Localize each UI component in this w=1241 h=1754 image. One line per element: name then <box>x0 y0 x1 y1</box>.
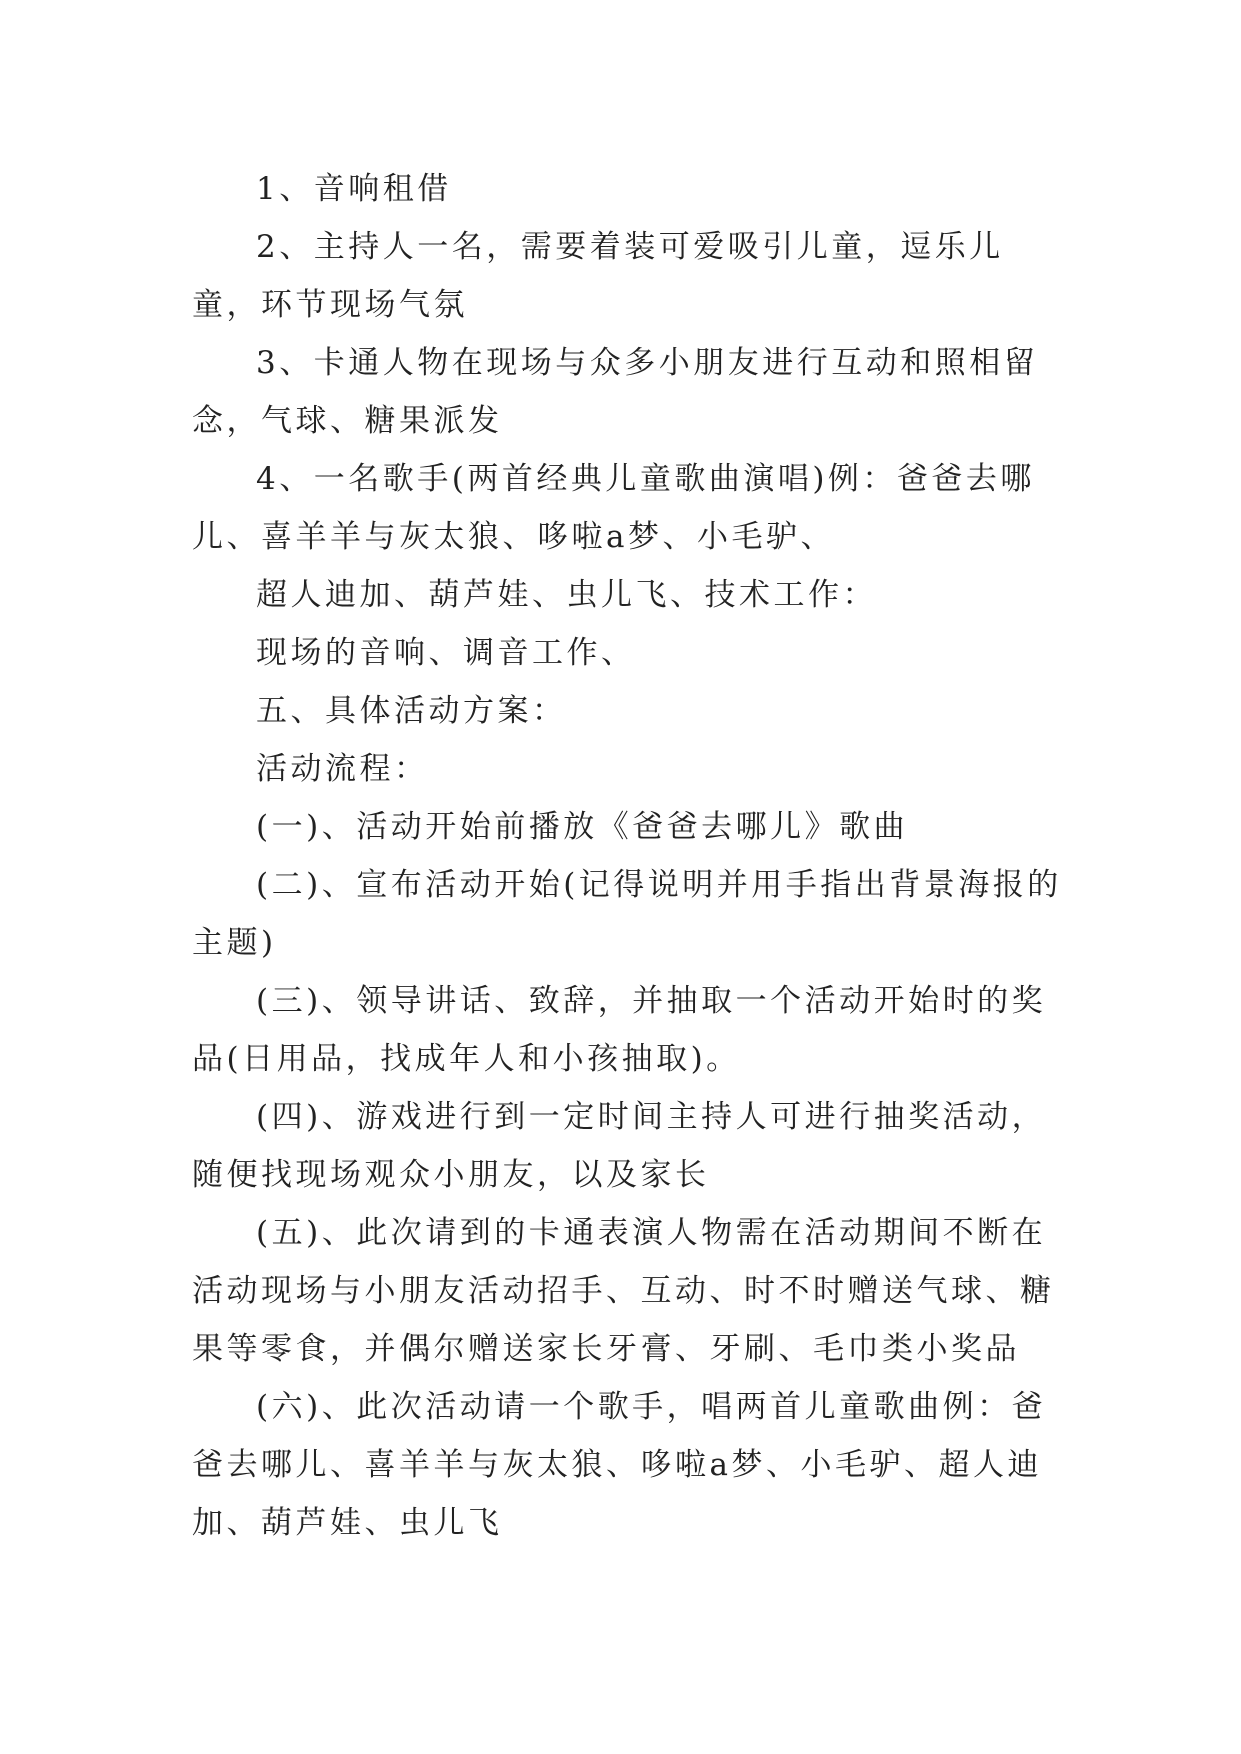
step-6: (六)、此次活动请一个歌手，唱两首儿童歌曲例：爸爸去哪儿、喜羊羊与灰太狼、哆啦a梦、小毛驴、超人迪加、葫芦娃、虫儿飞 <box>192 1389 1047 1541</box>
step-5: (五)、此次请到的卡通表演人物需在活动期间不断在活动现场与小朋友活动招手、互动、时不时赠送气球、糖果等零食，并偶尔赠送家长牙膏、牙刷、毛巾类小奖品 <box>192 1215 1055 1367</box>
paragraph-3: 3、卡通人物在现场与众多小朋友进行互动和照相留念，气球、糖果派发 <box>192 345 1039 439</box>
paragraph-4: 4、一名歌手(两首经典儿童歌曲演唱)例：爸爸去哪儿、喜羊羊与灰太狼、哆啦a梦、小毛驴、 <box>192 461 1035 555</box>
step-4: (四)、游戏进行到一定时间主持人可进行抽奖活动，随便找现场观众小朋友，以及家长 <box>192 1099 1047 1193</box>
paragraph-2: 2、主持人一名，需要着装可爱吸引儿童，逗乐儿童，环节现场气氛 <box>192 229 1004 323</box>
paragraph-1: 1、音响租借 <box>256 171 452 207</box>
paragraph-6: 现场的音响、调音工作、 <box>256 635 636 671</box>
step-1: (一)、活动开始前播放《爸爸去哪儿》歌曲 <box>256 809 909 845</box>
document-body <box>192 160 1062 1552</box>
paragraph-5: 超人迪加、葫芦娃、虫儿飞、技术工作： <box>256 577 877 613</box>
subsection-heading: 活动流程： <box>256 751 429 787</box>
section-heading: 五、具体活动方案： <box>256 693 567 729</box>
step-2: (二)、宣布活动开始(记得说明并用手指出背景海报的主题) <box>192 867 1062 961</box>
step-3: (三)、领导讲话、致辞，并抽取一个活动开始时的奖品(日用品，找成年人和小孩抽取)。 <box>192 983 1047 1077</box>
